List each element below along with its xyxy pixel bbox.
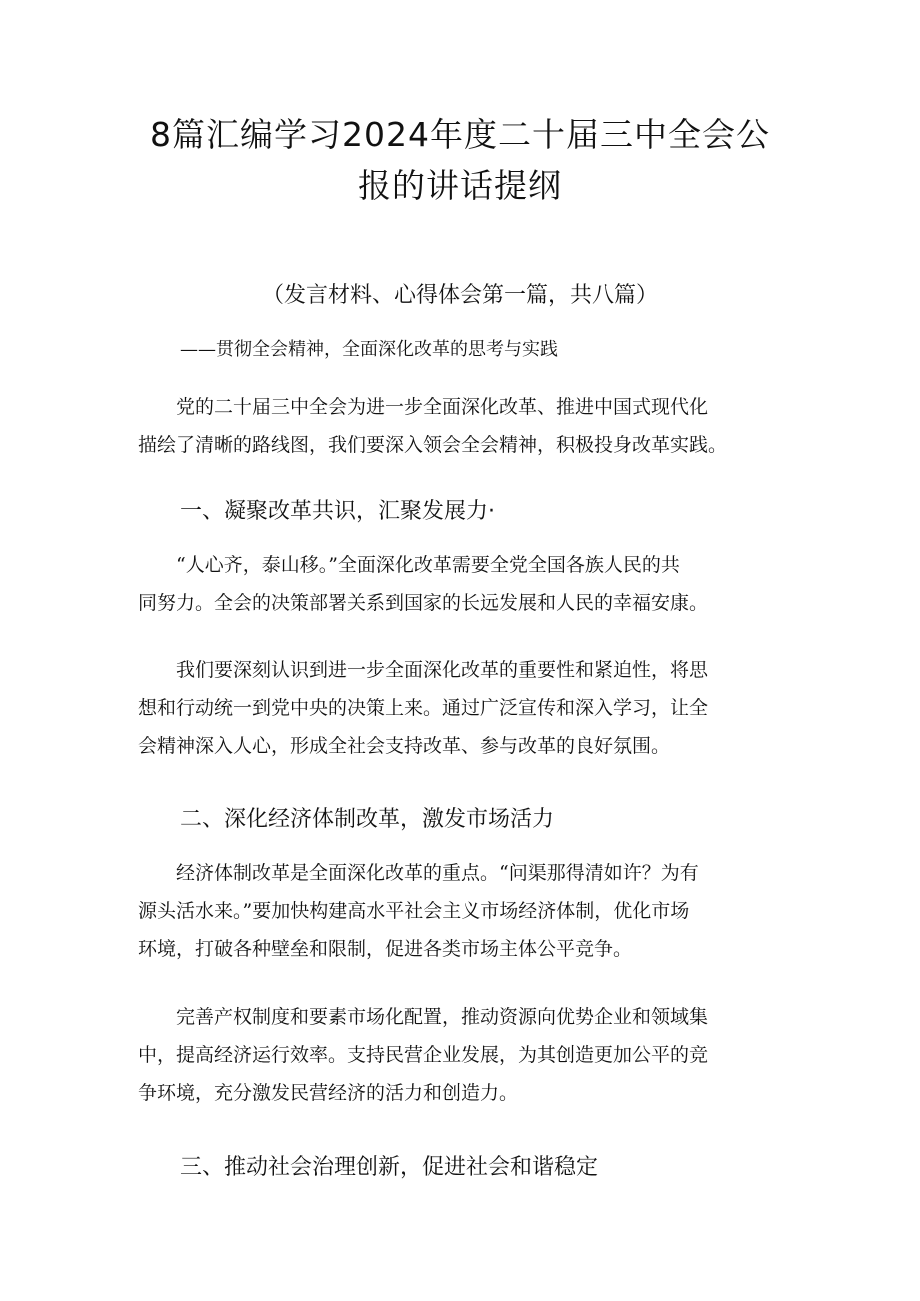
document-title-line-1: 8篇汇编学习2024年度二十届三中全会公 [150, 115, 770, 154]
paragraph-line: 经济体制改革是全面深化改革的重点。“问渠那得清如许？为有 [138, 862, 699, 884]
section-heading-2: 二、深化经济体制改革，激发市场活力 [180, 807, 555, 832]
paragraph-line: 源头活水来。”要加快构建高水平社会主义市场经济体制，优化市场 [138, 900, 690, 922]
intro-paragraph [138, 388, 727, 464]
theme-line: ——贯彻全会精神，全面深化改革的思考与实践 [180, 339, 558, 360]
paragraph-line: 党的二十届三中全会为进一步全面深化改革、推进中国式现代化 [138, 396, 709, 418]
paragraph-line: 想和行动统一到党中央的决策上来。通过广泛宣传和深入学习，让全 [138, 697, 709, 719]
section-heading-3: 三、推动社会治理创新，促进社会和谐稳定 [180, 1155, 599, 1180]
paragraph-line: “人心齐，泰山移。”全面深化改革需要全党全国各族人民的共 [138, 554, 680, 576]
section1-paragraph-2 [138, 651, 708, 765]
paragraph-line: 中，提高经济运行效率。支持民营企业发展，为其创造更加公平的竞 [138, 1044, 709, 1066]
paragraph-line: 我们要深刻认识到进一步全面深化改革的重要性和紧迫性，将思 [138, 659, 709, 681]
paragraph-line: 同努力。全会的决策部署关系到国家的长远发展和人民的幸福安康。 [138, 592, 709, 614]
paragraph-line: 完善产权制度和要素市场化配置，推动资源向优势企业和领域集 [138, 1006, 709, 1028]
paragraph-line: 描绘了清晰的路线图，我们要深入领会全会精神，积极投身改革实践。 [138, 434, 728, 456]
document-subtitle: （发言材料、心得体会第一篇，共八篇） [261, 283, 658, 308]
section-heading-1: 一、凝聚改革共识，汇聚发展力· [180, 499, 495, 524]
paragraph-line: 争环境，充分激发民营经济的活力和创造力。 [138, 1082, 519, 1104]
paragraph-line: 会精神深入人心，形成全社会支持改革、参与改革的良好氛围。 [138, 735, 671, 757]
section2-paragraph-2 [138, 998, 708, 1112]
document-title-line-2: 报的讲话提纲 [358, 166, 562, 205]
section1-paragraph-1 [138, 546, 708, 622]
section2-paragraph-1 [138, 854, 699, 968]
paragraph-line: 环境，打破各种壁垒和限制，促进各类市场主体公平竞争。 [138, 938, 633, 960]
